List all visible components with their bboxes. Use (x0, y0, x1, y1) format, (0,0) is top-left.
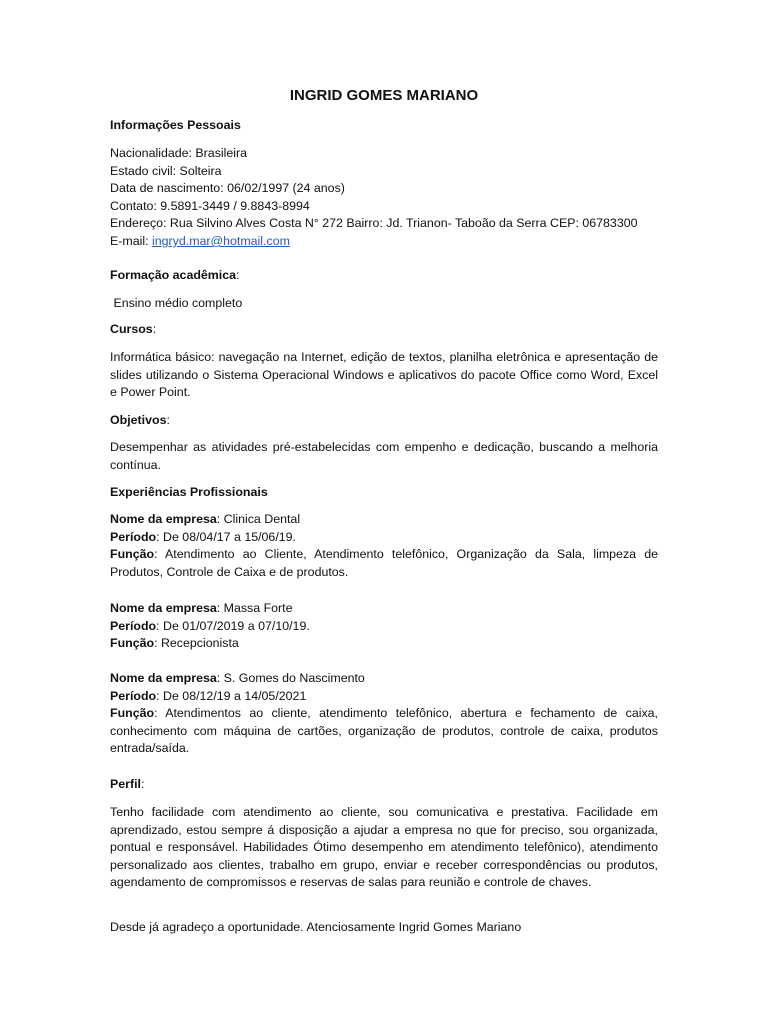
role-label: Função (110, 706, 155, 721)
nationality-line: Nacionalidade: Brasileira (110, 146, 248, 160)
role-value: : Atendimento ao Cliente, Atendimento telefônico, Organização da Sala, limpeza de Produtos, Controle de Caixa e de produtos. (110, 547, 658, 579)
address-line: Endereço: Rua Silvino Alves Costa N° 272 Bairro: Jd. Trianon- Taboão da Serra CEP: 06783300 (110, 216, 638, 231)
email-label: E-mail: (110, 233, 152, 248)
company-value: : S. Gomes do Nascimento (216, 671, 365, 685)
closing-text: Desde já agradeço a oportunidade. Atenciosamente Ingrid Gomes Mariano (110, 920, 522, 934)
courses-text: Informática básico: navegação na Internet, edição de textos, planilha eletrônica e apresentação de slides utilizando o Sistema Operacional Windows e aplicativos do pacote Office como Word, Excel e Power Point. (110, 350, 658, 400)
profile-colon: : (141, 777, 145, 791)
job-entry (110, 511, 658, 581)
contact-line: Contato: 9.5891-3449 / 9.8843-8994 (110, 198, 310, 213)
objectives-heading-line (110, 412, 658, 430)
profile-text: Tenho facilidade com atendimento ao cliente, sou comunicativa e prestativa. Facilidade em aprendizado, estou sempre á disposição a ajudar a empresa no que for preciso, sou organizada, pontual e responsável. Habilidades Ótimo desempenho em atendimento telefônico), atendimento personalizado aos clientes, trabalho em grupo, enviar e receber correspondências ou produtos, agendamento de compromissos e reservas de salas para reunião e controle de chaves. (110, 805, 658, 890)
education-heading: Formação acadêmica (110, 268, 237, 282)
email-link[interactable]: ingryd.mar@hotmail.com (152, 233, 290, 248)
personal-info-block (110, 145, 658, 251)
profile-heading-line (110, 776, 658, 794)
education-colon: : (236, 268, 240, 282)
education-text: Ensino médio completo (110, 296, 243, 310)
period-value: : De 08/04/17 a 15/06/19. (156, 529, 296, 544)
objectives-heading: Objetivos (110, 413, 167, 427)
company-label: Nome da empresa (110, 512, 217, 526)
company-label: Nome da empresa (110, 671, 217, 685)
role-value: : Recepcionista (154, 636, 239, 651)
period-value: : De 08/12/19 a 14/05/2021 (156, 688, 307, 703)
objectives-text: Desempenhar as atividades pré-estabelecidas com empenho e dedicação, buscando a melhoria contínua. (110, 440, 658, 472)
job-entry (110, 670, 658, 758)
marital-status-line: Estado civil: Solteira (110, 163, 222, 178)
courses-colon: : (152, 322, 157, 336)
objectives-colon: : (166, 413, 170, 427)
experience-heading: Experiências Profissionais (110, 485, 268, 499)
company-label: Nome da empresa (110, 601, 217, 615)
period-label: Período (110, 618, 157, 633)
email-line (110, 233, 658, 251)
role-label: Função (110, 636, 155, 651)
courses-heading-line (110, 321, 658, 339)
personal-info-heading: Informações Pessoais (110, 118, 241, 132)
job-entry (110, 600, 658, 653)
role-label: Função (110, 547, 155, 562)
period-label: Período (110, 688, 157, 703)
education-heading-line (110, 267, 658, 285)
role-value: : Atendimentos ao cliente, atendimento telefônico, abertura e fechamento de caixa, conhecimento com máquina de cartões, organização de produtos, controle de caixa, produtos entrada/saída. (110, 706, 658, 756)
company-value: : Clinica Dental (216, 512, 301, 526)
company-value: : Massa Forte (216, 601, 293, 615)
birth-date-line: Data de nascimento: 06/02/1997 (24 anos) (110, 181, 345, 196)
period-label: Período (110, 529, 157, 544)
profile-heading: Perfil (110, 777, 141, 791)
courses-heading: Cursos (110, 322, 153, 336)
candidate-name: INGRID GOMES MARIANO (289, 87, 479, 104)
period-value: : De 01/07/2019 a 07/10/19. (156, 618, 310, 633)
